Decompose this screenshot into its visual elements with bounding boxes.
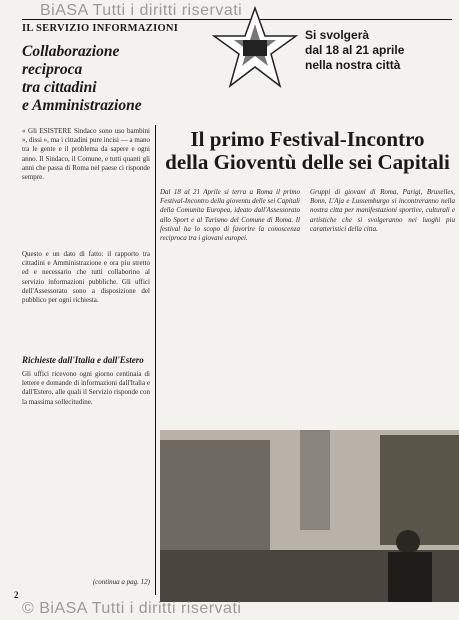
left-title-line: reciproca (22, 61, 83, 78)
main-article-col-b: Gruppi di giovani di Roma, Parigi, Bruxelles, Bonn, L'Aja e Lussemburgo si incontreranno nella nostra citta per manifestazioni sportive, culturali e artistiche che si svolgeranno nei luoghi piu caratteristici della citta. (310, 188, 455, 233)
article-photo (160, 430, 459, 602)
section-label: IL SERVIZIO INFORMAZIONI (22, 23, 179, 34)
main-headline-line: della Gioventù delle sei Capitali (165, 150, 450, 174)
festival-logo (210, 6, 300, 96)
watermark-top: BiASA Tutti i diritti riservati (40, 2, 243, 19)
tower (300, 430, 330, 530)
watermark-bottom: © BiASA Tutti i diritti riservati (22, 600, 242, 617)
main-headline (160, 128, 455, 174)
building-right (380, 435, 459, 545)
left-body-text: Questo e un dato di fatto: il rapporto tra cittadini e Amministrazione e ora piu stretto ed e necessario che tutti collaborino al servizio informazioni pubbliche. Gli uffici dell'Assessorato sono a disposizione del pubblico per ogni richiesta. (22, 250, 150, 305)
left-article-title (22, 43, 157, 115)
column-divider (155, 125, 156, 595)
figure-body (388, 552, 432, 602)
left-body-text-2: Gli uffici ricevono ogni giorno centinaia di lettere e domande di informazioni dall'Italia e dall'Estero, alle quali il Servizio risponde con la massima sollecitudine. (22, 370, 150, 406)
page-number: 2 (14, 590, 19, 600)
left-intro-text: « Gli ESISTERE Sindaco sono uso bambini », dissi », ma i cittadini pure incisi — a mano tra le gente e il problema da sapere e ogni anno. Il Sindaco, il Comune, e tutti quanti gli anni che passa di Roma nel paese ci risponde sempre. (22, 127, 150, 182)
building-left (160, 440, 270, 560)
wolf-emblem (243, 40, 267, 56)
left-title-line: e Amministrazione (22, 97, 142, 114)
figure-head (396, 530, 420, 554)
left-title-line: Collaborazione (22, 43, 120, 60)
left-signature: (continua a pag. 12) (92, 578, 150, 586)
left-subhead: Richieste dall'Italia e dall'Estero (22, 355, 144, 365)
photo-illustration (160, 430, 459, 602)
left-title-line: tra cittadini (22, 79, 97, 96)
event-date-line: nella nostra città (305, 58, 401, 72)
event-date-line: dal 18 al 21 aprile (305, 43, 405, 57)
main-headline-line: Il primo Festival-Incontro (190, 127, 425, 151)
main-article-col-a: Dal 18 al 21 Aprile si terra a Roma il primo Festival-Incontro della gioventu delle sei Capitali della Comunita Europea, ideato dall'Assessorato allo Sport e al Turismo del Comune di Roma. Il festival ha lo scopo di favorire la conoscenza reciproca tra i giovani europei. (160, 188, 300, 243)
event-date-line: Si svolgerà (305, 28, 370, 42)
event-dates (305, 28, 450, 73)
